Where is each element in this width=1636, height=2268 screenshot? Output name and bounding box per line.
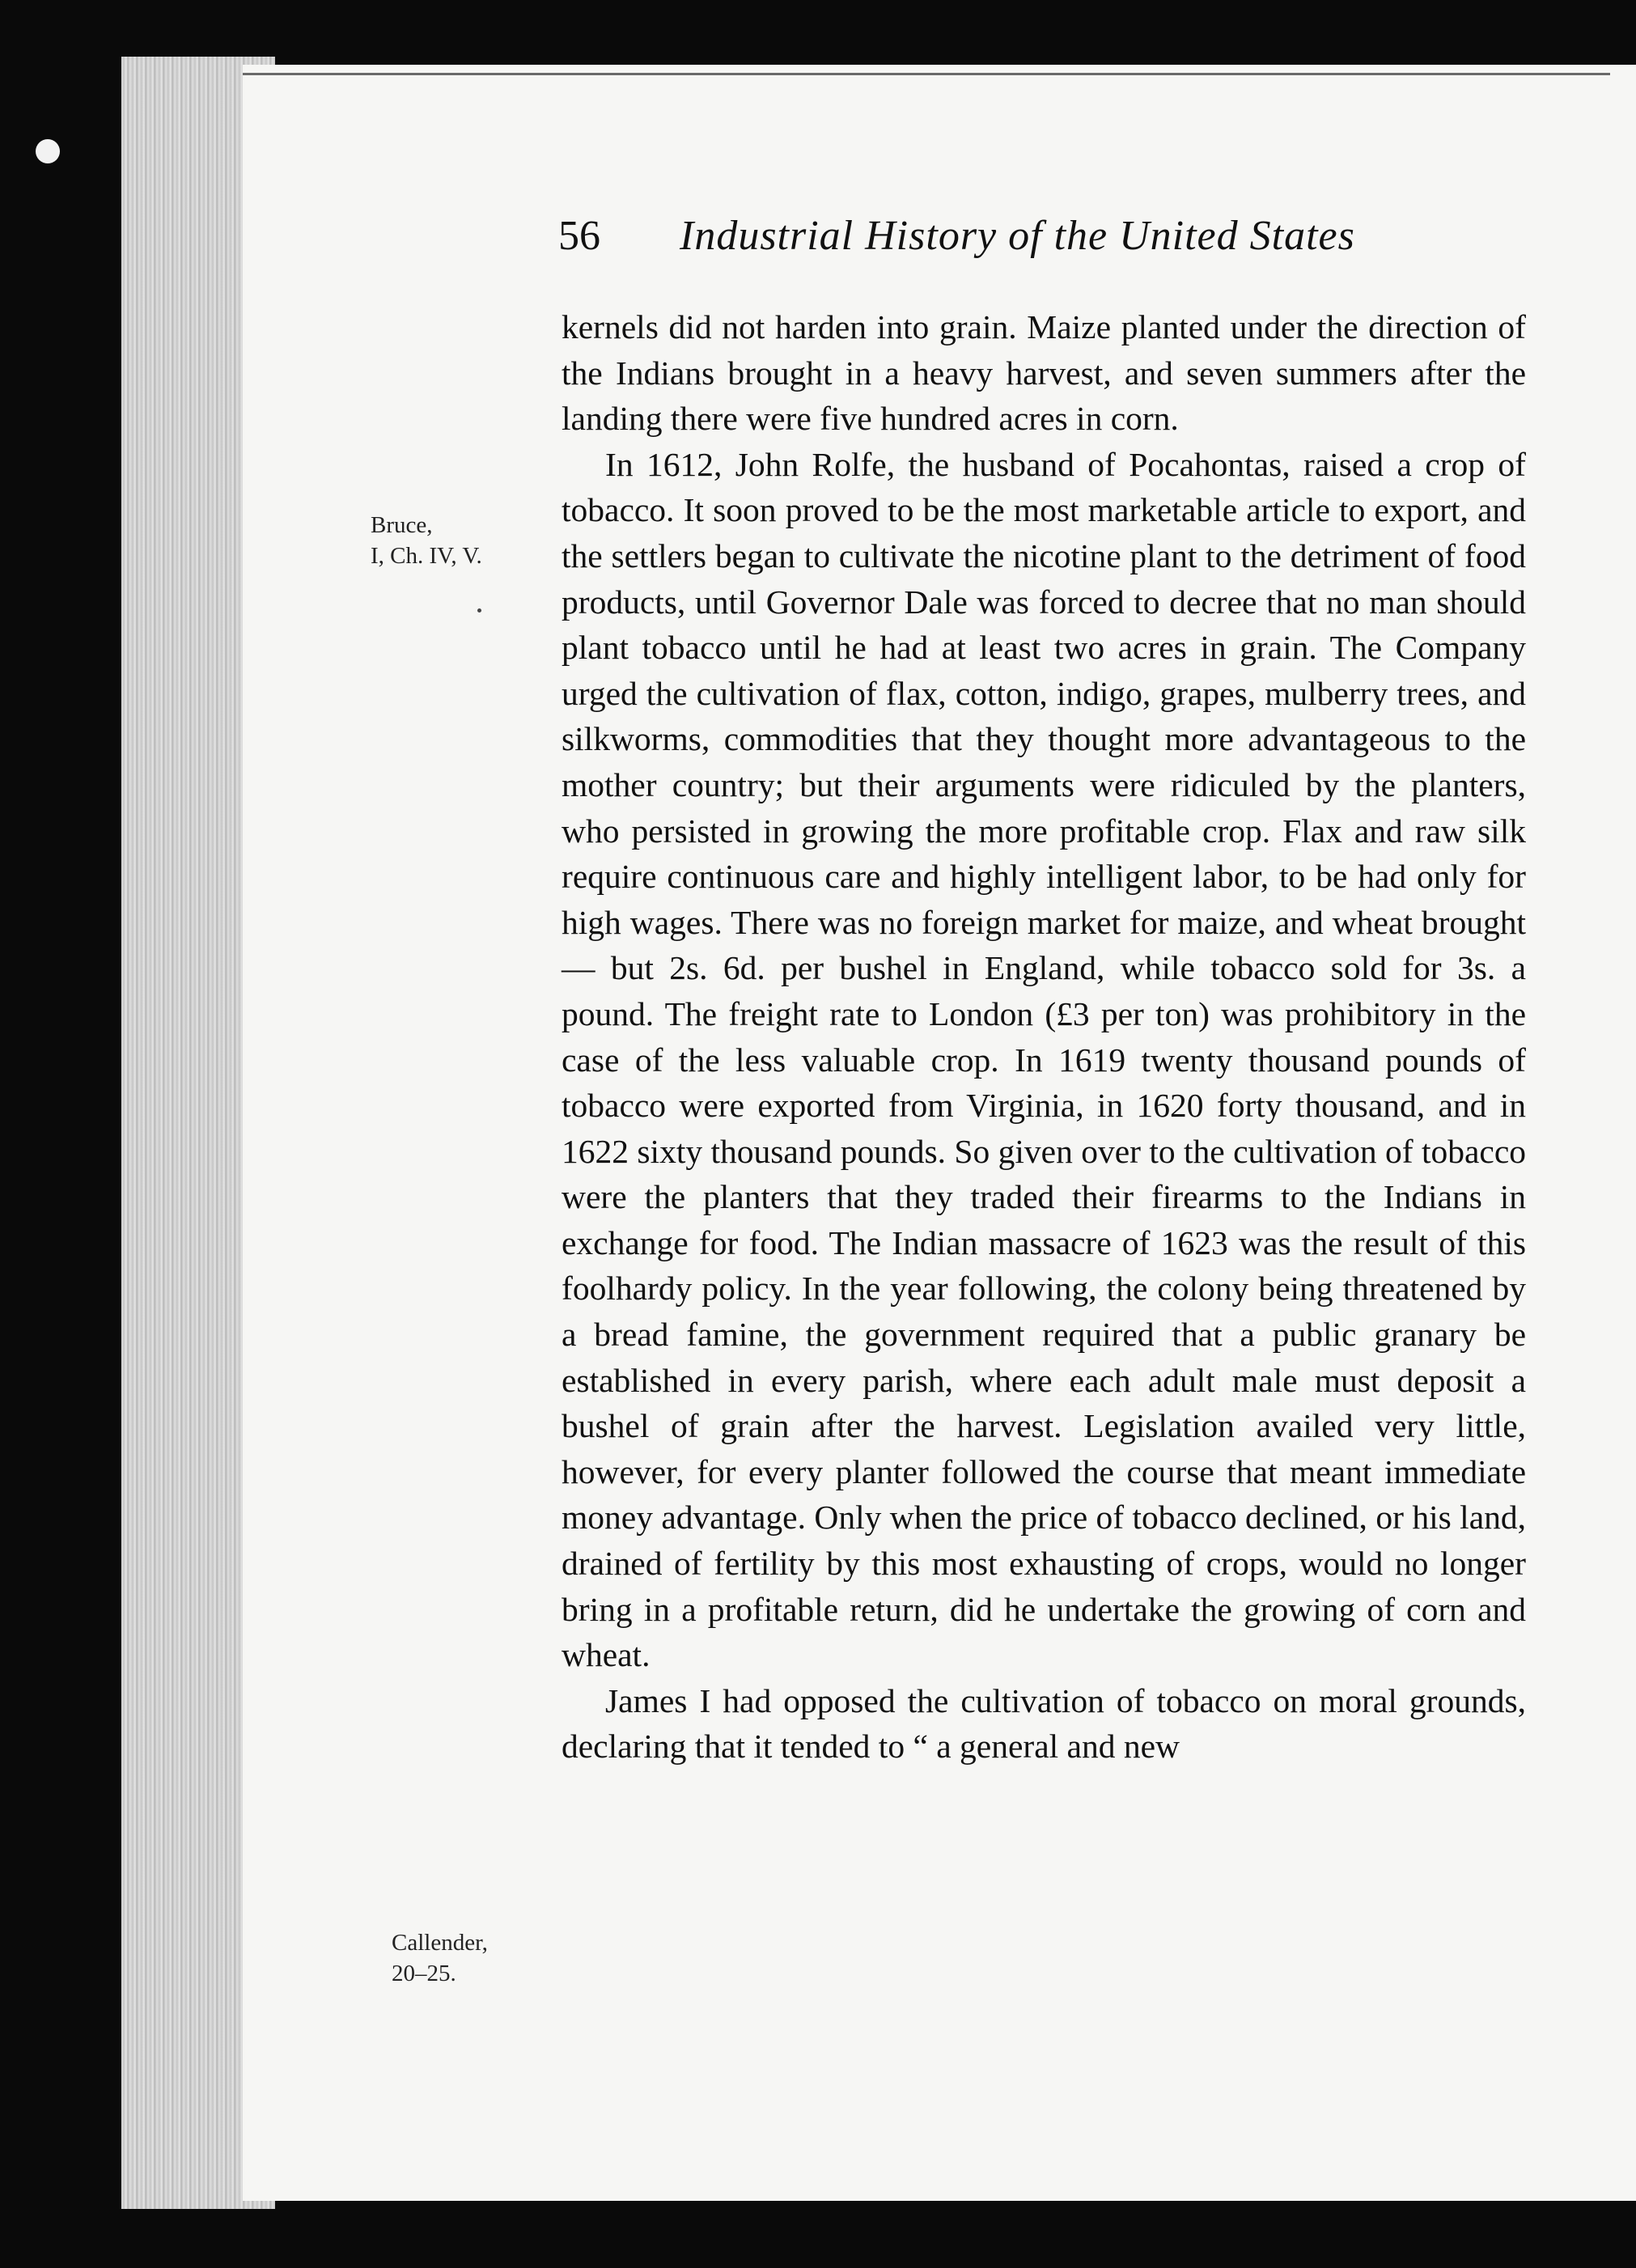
page-top-edge — [243, 73, 1610, 75]
margin-note-line: Callender, — [392, 1930, 488, 1956]
stray-mark — [477, 608, 481, 613]
margin-note-line: Bruce, — [371, 512, 433, 538]
paragraph-james-i: James I had opposed the cultivation of tobacco on moral grounds, declaring that it tended to “ a general and new — [562, 1681, 1526, 1766]
body-text — [562, 304, 1526, 1770]
paragraph-rolfe-tobacco: In 1612, John Rolfe, the husband of Pocahontas, raised a crop of tobacco. It soon proved to be the most marketable article to export, and the settlers began to cultivate the nicotine plant to the detriment of food products, until Governor Dale was forced to decree that no man should plant tobacco until he had at least two acres in grain. The Company urged the cultivation of flax, cotton, indigo, grapes, mulberry trees, and silkworms, commodities that they thought more advantageous to the mother country; but their arguments were ridiculed by the planters, who persisted in growing the more profitable crop. Flax and raw silk require continuous care and highly intelligent labor, to be had only for high wages. There was no foreign market for maize, and wheat brought — but 2s. 6d. per bushel in England, while tobacco sold for 3s. a pound. The freight rate to London (£3 per ton) was prohibitory in the case of the less valuable crop. In 1619 twenty thousand pounds of tobacco were exported from Virginia, in 1620 forty thousand, and in 1622 sixty thousand pounds. So given over to the cultivation of tobacco were the planters that they traded their firearms to the Indians in exchange for food. The Indian massacre of 1623 was the result of this foolhardy policy. In the year following, the colony being threatened by a bread famine, the government required that a public granary be established in every parish, where each adult male must deposit a bushel of grain after the harvest. Legislation availed very little, however, for every planter followed the course that meant immediate money advantage. Only when the price of tobacco declined, or his land, drained of fertility by this most exhausting of crops, would no longer bring in a profitable return, did he undertake the growing of corn and wheat. — [562, 445, 1526, 1674]
margin-note-callender — [392, 1927, 488, 1989]
margin-note-bruce — [371, 510, 482, 571]
scan-speck — [36, 139, 60, 163]
running-head — [558, 212, 1464, 269]
paragraph-continuation: kernels did not harden into grain. Maize planted under the direction of the Indians brought in a heavy harvest, and seven summers after the landing there were five hundred acres in corn. — [562, 308, 1526, 438]
page-number: 56 — [558, 213, 600, 259]
margin-note-line: I, Ch. IV, V. — [371, 543, 482, 569]
running-title: Industrial History of the United States — [680, 213, 1355, 259]
margin-note-line: 20–25. — [392, 1961, 456, 1986]
